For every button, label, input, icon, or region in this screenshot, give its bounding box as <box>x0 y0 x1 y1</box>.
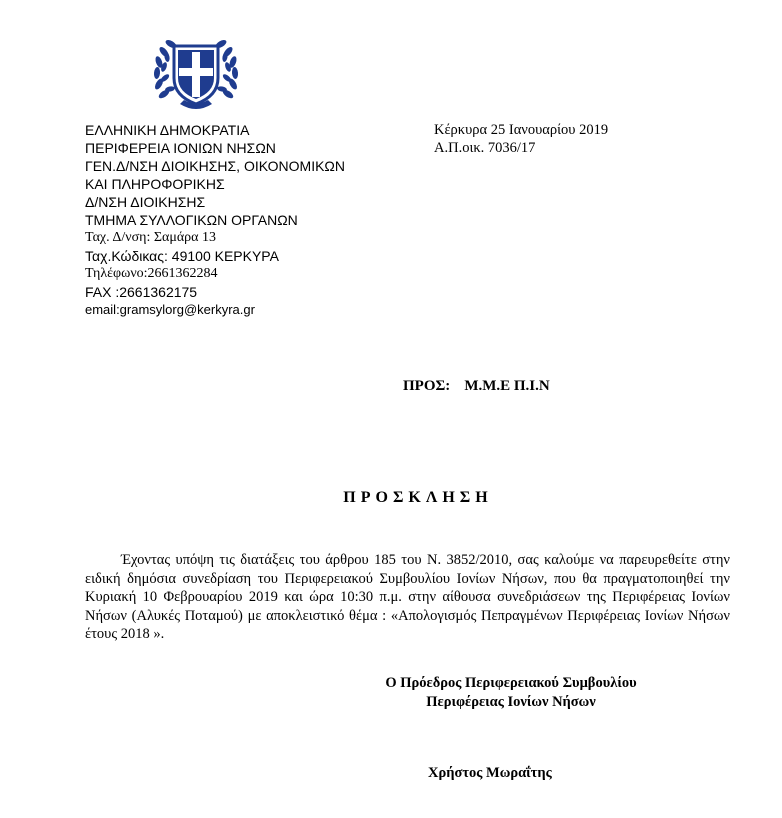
sender-line: ΕΛΛΗΝΙΚΗ ΔΗΜΟΚΡΑΤΙΑ <box>85 122 250 138</box>
recipient <box>403 378 550 395</box>
document-title: ΠΡΟΣΚΛΗΣΗ <box>343 489 493 506</box>
place-date: Κέρκυρα 25 Ιανουαρίου 2019 <box>434 122 609 138</box>
sender-address: Ταχ. Δ/νση: Σαμάρα 13 <box>85 230 216 245</box>
sender-email: email:gramsylorg@kerkyra.gr <box>85 302 255 317</box>
reference-block <box>434 121 608 157</box>
sender-block <box>85 121 345 319</box>
signer-organization: Περιφέρειας Ιονίων Νήσων <box>426 693 596 710</box>
protocol-number: Α.Π.οικ. 7036/17 <box>434 140 536 156</box>
sender-line: ΠΕΡΙΦΕΡΕΙΑ ΙΟΝΙΩΝ ΝΗΣΩΝ <box>85 140 276 156</box>
sender-phone: Τηλέφωνο:2661362284 <box>85 266 218 281</box>
sender-line: ΤΜΗΜΑ ΣΥΛΛΟΓΙΚΩΝ ΟΡΓΑΝΩΝ <box>85 212 298 228</box>
sender-postal-code: Ταχ.Κώδικας: 49100 ΚΕΡΚΥΡΑ <box>85 248 279 264</box>
signer-block <box>330 674 692 711</box>
sender-line: ΓΕΝ.Δ/ΝΣΗ ΔΙΟΙΚΗΣΗΣ, ΟΙΚΟΝΟΜΙΚΩΝ <box>85 158 345 174</box>
recipient-label: ΠΡΟΣ: <box>403 378 451 394</box>
sender-line: ΚΑΙ ΠΛΗΡΟΦΟΡΙΚΗΣ <box>85 176 225 192</box>
signatory-name: Χρήστος Μωραΐτης <box>428 765 552 781</box>
recipient-name: Μ.Μ.Ε Π.Ι.Ν <box>464 378 550 394</box>
signer-title: Ο Πρόεδρος Περιφερειακού Συμβουλίου <box>385 675 637 691</box>
greek-state-emblem-icon <box>150 34 242 114</box>
body-paragraph: Έχοντας υπόψη τις διατάξεις του άρθρου 185 του Ν. 3852/2010, σας καλούμε να παρευρεθείτε στην ειδική δημόσια συνεδρίαση του Περιφερειακού Συμβουλίου Ιονίων Νήσων, που θα πραγματοποιηθεί την Κυριακή 10 Φεβρουαρίου 2019 και ώρα 10:30 π.μ. στην αίθουσα συνεδριάσεων της Περιφέρειας Ιονίων Νήσων (Αλυκές Ποταμού) με αποκλειστικό θέμα : «Απολογισμός Πεπραγμένων Περιφέρειας Ιονίων Νήσων έτους 2018 ». <box>85 552 730 642</box>
sender-fax: FAX :2661362175 <box>85 284 198 300</box>
sender-line: Δ/ΝΣΗ ΔΙΟΙΚΗΣΗΣ <box>85 194 206 210</box>
